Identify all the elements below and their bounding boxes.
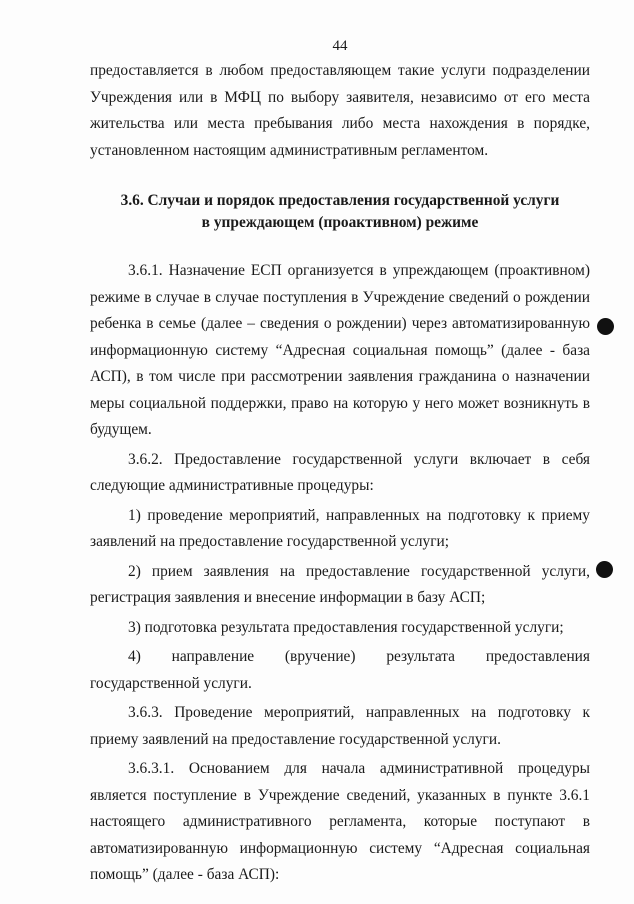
list-item-1: 1) проведение мероприятий, направленных на подготовку к приему заявлений на предоставление государственной услуги;: [90, 506, 590, 550]
paragraph-3-6-3-1: 3.6.3.1. Основанием для начала административной процедуры является поступление в Учреждение сведений, указанных в пункте 3.6.1 настоящего административного регламента, которые поступают в автоматизированную информационную систему “Адресная социальная помощь” (далее - база АСП):: [90, 760, 590, 883]
list-item-4: 4) направление (вручение) результата предоставления государственной услуги.: [90, 648, 590, 692]
punch-hole-dot: [596, 561, 613, 578]
paragraph-3-6-1: 3.6.1. Назначение ЕСП организуется в упреждающем (проактивном) режиме в случае в случае поступления в Учреждение сведений о рождении ребенка в семье (далее – сведения о рождении) через автоматизированную информационную систему “Адресная социальная помощь” (далее - база АСП), в том числе при рассмотрении заявления гражданина о назначении меры социальной поддержки, право на которую у него может возникнуть в будущем.: [90, 262, 590, 438]
paragraph-3-6-3: 3.6.3. Проведение мероприятий, направленных на подготовку к приему заявлений на предоставление государственной услуги.: [90, 704, 590, 748]
section-heading-line-2: в упреждающем (проактивном) режиме: [201, 214, 479, 231]
punch-hole-dot: [597, 318, 614, 335]
paragraph-3-6-2: 3.6.2. Предоставление государственной услуги включает в себя следующие административные процедуры:: [90, 450, 590, 494]
document-body: [90, 58, 590, 889]
intro-paragraph: предоставляется в любом предоставляющем такие услуги подразделении Учреждения или в МФЦ по выбору заявителя, независимо от его места жительства или места пребывания либо места нахождения в порядке, установленном настоящим административным регламентом.: [90, 62, 590, 159]
page-number: 44: [332, 38, 348, 54]
list-item-2: 2) прием заявления на предоставление государственной услуги, регистрация заявления и внесение информации в базу АСП;: [90, 562, 590, 606]
list-item-3: 3) подготовка результата предоставления государственной услуги;: [128, 618, 564, 636]
section-heading-line-1: 3.6. Случаи и порядок предоставления государственной услуги: [120, 192, 560, 209]
section-heading: [90, 190, 590, 234]
